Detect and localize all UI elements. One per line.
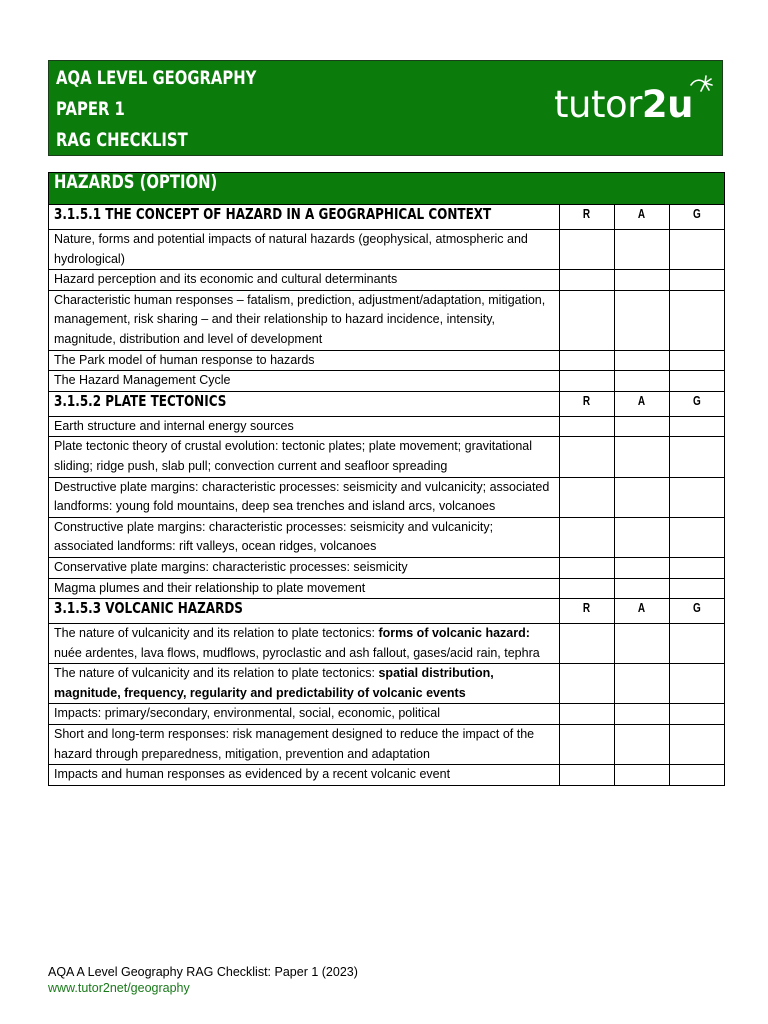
- rag-checkbox-green[interactable]: [670, 624, 725, 664]
- checklist-item-row: [49, 765, 725, 786]
- title-line-1: AQA LEVEL GEOGRAPHY: [56, 67, 257, 89]
- title-line-2: PAPER 1: [56, 98, 125, 120]
- rag-header-g: [670, 205, 725, 230]
- logo-spark-icon: [685, 73, 715, 103]
- rag-checkbox-red[interactable]: [560, 557, 615, 578]
- rag-checkbox-green[interactable]: [670, 371, 725, 392]
- rag-checkbox-red[interactable]: [560, 230, 615, 270]
- rag-checkbox-green[interactable]: [670, 765, 725, 786]
- checklist-item-row: [49, 230, 725, 270]
- rag-checkbox-red[interactable]: [560, 290, 615, 350]
- rag-checkbox-amber[interactable]: [615, 557, 670, 578]
- rag-header-g: [670, 599, 725, 624]
- section-heading-cell: [49, 205, 560, 230]
- rag-checkbox-red[interactable]: [560, 371, 615, 392]
- checklist-item-text: Earth structure and internal energy sources: [49, 416, 560, 437]
- rag-checkbox-amber[interactable]: [615, 578, 670, 599]
- rag-checkbox-amber[interactable]: [615, 270, 670, 291]
- checklist-item-row: [49, 704, 725, 725]
- title-line-3: RAG CHECKLIST: [56, 129, 188, 151]
- checklist-item-text: Impacts and human responses as evidenced by a recent volcanic event: [49, 765, 560, 786]
- rag-label-g: G: [693, 601, 701, 616]
- rag-checkbox-amber[interactable]: [615, 704, 670, 725]
- checklist-item-text: The Park model of human response to hazards: [49, 350, 560, 371]
- checklist-item-text: Short and long-term responses: risk management designed to reduce the impact of the hazard through preparedness, mitigation, prevention and adaptation: [49, 725, 560, 765]
- rag-label-a: A: [638, 601, 646, 616]
- rag-checklist-table: [48, 172, 725, 786]
- item-text-emphasis: spatial distribution, magnitude, frequency, regularity and predictability of volcanic events: [54, 666, 494, 700]
- rag-header-a: [615, 391, 670, 416]
- rag-checkbox-green[interactable]: [670, 230, 725, 270]
- rag-checkbox-red[interactable]: [560, 270, 615, 291]
- logo-prefix: tutor: [554, 83, 642, 126]
- section-header-row: [49, 391, 725, 416]
- document-title: [56, 63, 256, 156]
- rag-checkbox-amber[interactable]: [615, 517, 670, 557]
- rag-header-a: [615, 599, 670, 624]
- rag-checkbox-amber[interactable]: [615, 624, 670, 664]
- checklist-item-text: The Hazard Management Cycle: [49, 371, 560, 392]
- footer-link[interactable]: www.tutor2net/geography: [48, 981, 190, 995]
- rag-checkbox-green[interactable]: [670, 664, 725, 704]
- rag-checkbox-amber[interactable]: [615, 437, 670, 477]
- checklist-item-row: [49, 578, 725, 599]
- checklist-item-row: [49, 557, 725, 578]
- checklist-item-row: [49, 437, 725, 477]
- section-heading-cell: [49, 599, 560, 624]
- rag-checkbox-amber[interactable]: [615, 350, 670, 371]
- checklist-item-row: [49, 477, 725, 517]
- rag-checkbox-red[interactable]: [560, 725, 615, 765]
- rag-header-r: [560, 205, 615, 230]
- rag-checkbox-green[interactable]: [670, 290, 725, 350]
- rag-checkbox-amber[interactable]: [615, 290, 670, 350]
- rag-checkbox-red[interactable]: [560, 350, 615, 371]
- rag-label-r: R: [583, 207, 591, 221]
- checklist-item-text: Nature, forms and potential impacts of natural hazards (geophysical, atmospheric and hydrological): [49, 230, 560, 270]
- checklist-item-row: [49, 270, 725, 291]
- rag-checkbox-red[interactable]: [560, 578, 615, 599]
- rag-checkbox-red[interactable]: [560, 477, 615, 517]
- rag-header-a: [615, 205, 670, 230]
- rag-checkbox-green[interactable]: [670, 437, 725, 477]
- checklist-item-row: [49, 371, 725, 392]
- rag-checkbox-amber[interactable]: [615, 230, 670, 270]
- section-header-row: [49, 599, 725, 624]
- rag-checkbox-green[interactable]: [670, 557, 725, 578]
- checklist-item-row: [49, 416, 725, 437]
- checklist-item-text: [49, 664, 560, 704]
- checklist-title-row: [49, 173, 725, 205]
- header-banner: [48, 60, 723, 156]
- rag-checkbox-red[interactable]: [560, 416, 615, 437]
- rag-label-g: G: [693, 393, 701, 408]
- rag-checkbox-amber[interactable]: [615, 416, 670, 437]
- section-heading-cell: [49, 391, 560, 416]
- section-header-row: [49, 205, 725, 230]
- rag-checkbox-green[interactable]: [670, 416, 725, 437]
- checklist-item-text: Magma plumes and their relationship to plate movement: [49, 578, 560, 599]
- checklist-title-cell: [49, 173, 725, 205]
- checklist-item-text: Hazard perception and its economic and cultural determinants: [49, 270, 560, 291]
- rag-checkbox-green[interactable]: [670, 725, 725, 765]
- item-text-tail: nuée ardentes, lava flows, mudflows, pyroclastic and ash fallout, gases/acid rain, tephra: [54, 645, 540, 660]
- item-text-emphasis: forms of volcanic hazard:: [378, 626, 530, 641]
- tutor2u-logo: [554, 85, 693, 125]
- checklist-item-row: [49, 664, 725, 704]
- checklist-title: HAZARDS (OPTION): [54, 171, 218, 193]
- checklist-item-row: [49, 624, 725, 664]
- rag-checkbox-red[interactable]: [560, 517, 615, 557]
- rag-header-r: [560, 599, 615, 624]
- rag-checkbox-green[interactable]: [670, 578, 725, 599]
- rag-checkbox-red[interactable]: [560, 437, 615, 477]
- rag-label-r: R: [583, 393, 591, 408]
- rag-checkbox-amber[interactable]: [615, 371, 670, 392]
- rag-checkbox-amber[interactable]: [615, 765, 670, 786]
- checklist-item-row: [49, 350, 725, 371]
- section-heading: 3.1.5.1 THE CONCEPT OF HAZARD IN A GEOGRAPHICAL CONTEXT: [54, 205, 492, 223]
- rag-label-a: A: [638, 207, 646, 221]
- rag-checkbox-green[interactable]: [670, 517, 725, 557]
- checklist-item-text: [49, 624, 560, 664]
- checklist-item-text: Conservative plate margins: characteristic processes: seismicity: [49, 557, 560, 578]
- rag-checkbox-red[interactable]: [560, 704, 615, 725]
- logo-suffix: 2u: [641, 83, 693, 126]
- checklist-item-text: Destructive plate margins: characteristic processes: seismicity and vulcanicity; associated landforms: young fold mountains, deep sea trenches and island arcs, volcanoes: [49, 477, 560, 517]
- rag-checkbox-red[interactable]: [560, 664, 615, 704]
- rag-checkbox-amber[interactable]: [615, 477, 670, 517]
- rag-checkbox-red[interactable]: [560, 765, 615, 786]
- rag-checkbox-amber[interactable]: [615, 725, 670, 765]
- checklist-item-row: [49, 290, 725, 350]
- rag-label-a: A: [638, 393, 646, 408]
- checklist-item-text: Characteristic human responses – fatalism, prediction, adjustment/adaptation, mitigation, management, risk sharing – and their relationship to hazard incidence, intensity, magnitude, distribution and level of development: [49, 290, 560, 350]
- rag-checkbox-green[interactable]: [670, 270, 725, 291]
- checklist-item-text: Constructive plate margins: characteristic processes: seismicity and vulcanicity; associated landforms: rift valleys, ocean ridges, volcanoes: [49, 517, 560, 557]
- rag-header-r: [560, 391, 615, 416]
- footer-caption: AQA A Level Geography RAG Checklist: Paper 1 (2023): [48, 965, 358, 979]
- page-footer: [48, 964, 358, 996]
- item-text-lead: The nature of vulcanicity and its relation to plate tectonics:: [54, 666, 379, 681]
- checklist-item-row: [49, 725, 725, 765]
- rag-checkbox-red[interactable]: [560, 624, 615, 664]
- rag-header-g: [670, 391, 725, 416]
- rag-checkbox-amber[interactable]: [615, 664, 670, 704]
- checklist-item-text: Impacts: primary/secondary, environmental, social, economic, political: [49, 704, 560, 725]
- checklist-item-row: [49, 517, 725, 557]
- rag-label-g: G: [693, 207, 701, 221]
- rag-checkbox-green[interactable]: [670, 704, 725, 725]
- rag-checkbox-green[interactable]: [670, 350, 725, 371]
- section-heading: 3.1.5.3 VOLCANIC HAZARDS: [54, 599, 243, 618]
- rag-label-r: R: [583, 601, 591, 616]
- checklist-item-text: Plate tectonic theory of crustal evolution: tectonic plates; plate movement; gravitational sliding; ridge push, slab pull; convection current and seafloor spreading: [49, 437, 560, 477]
- item-text-lead: The nature of vulcanicity and its relation to plate tectonics:: [54, 626, 379, 641]
- rag-checkbox-green[interactable]: [670, 477, 725, 517]
- section-heading: 3.1.5.2 PLATE TECTONICS: [54, 391, 227, 410]
